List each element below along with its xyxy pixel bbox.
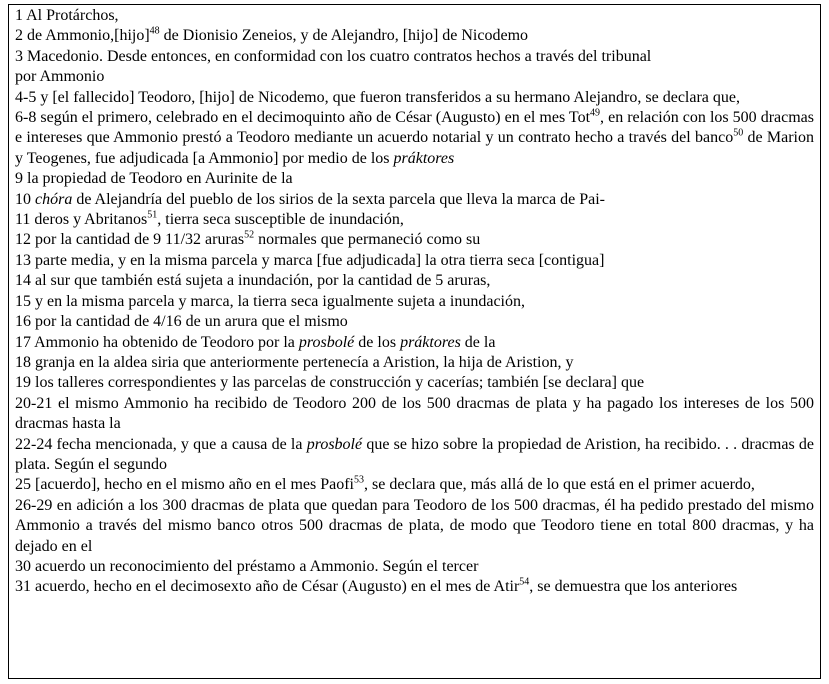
- line-3-cont: por Ammonio: [15, 68, 105, 86]
- line-11: 11 deros y Abritanos$^{51}$, tierra seca susceptible de inundación,: [15, 209, 404, 229]
- line-10: 10 chóra de Alejandría del pueblo de los sirios de la sexta parcela que lleva la marca de Pai-: [15, 190, 606, 208]
- line-9: 9 la propiedad de Teodoro en Aurinite de la: [15, 170, 293, 188]
- line-25: 25 [acuerdo], hecho en el mismo año en el mes Paofi$^{53}$, se declara que, más allá de lo que está en el primer acuerdo,: [15, 475, 755, 494]
- line-2: 2 de Ammonio,[hijo]$^{48}$ de Dionisio Zeneios, y de Alejandro, [hijo] de Nicodemo: [15, 26, 529, 45]
- line-4-5: 4-5 y [el fallecido] Teodoro, [hijo] de Nicodemo, que fueron transferidos a su hermano Alejandro, se declara que,: [15, 88, 740, 106]
- line-31: 31 acuerdo, hecho en el decimosexto año de César (Augusto) en el mes de Atir$^{54}$, se demuestra que los anteriores: [15, 577, 738, 596]
- line-26-29: 26-29 en adición a los 300 dracmas de plata que quedan para Teodoro de los 500 dracmas, él ha pedido prestado del mismo Ammonio a través del mismo banco otros 500 dracmas de plata, de modo que Teodoro tiene en total 800 dracmas, y ha dejado en el: [15, 496, 814, 555]
- line-15: 15 y en la misma parcela y marca, la tierra seca igualmente sujeta a inundación,: [15, 292, 525, 310]
- line-30: 30 acuerdo un reconocimiento del préstamo a Ammonio. Según el tercer: [15, 557, 479, 575]
- document-text-frame: [8, 4, 821, 679]
- line-6-8: 6-8 según el primero, celebrado en el decimoquinto año de César (Augusto) en el mes Tot$^{49}$, en relación con los 500 dracmas e intereses que Ammonio prestó a Teodoro mediante un acuerdo notarial y un contrato hecho a través del banco$^{50}$ de Marion y Teogenes, fue adjudicada [a Ammonio] por medio de los práktores: [15, 107, 815, 167]
- line-19: 19 los talleres correspondientes y las parcelas de construcción y cacerías; también [se declara] que: [15, 374, 645, 392]
- line-14: 14 al sur que también está sujeta a inundación, por la cantidad de 5 aruras,: [15, 272, 491, 290]
- line-3: 3 Macedonio. Desde entonces, en conformidad con los cuatro contratos hechos a través del tribunal: [15, 47, 652, 65]
- line-13: 13 parte media, y en la misma parcela y marca [fue adjudicada] la otra tierra seca [contigua]: [15, 251, 605, 269]
- line-12: 12 por la cantidad de 9 11/32 aruras$^{52}$ normales que permaneció como su: [15, 230, 481, 249]
- line-16: 16 por la cantidad de 4/16 de un arura que el mismo: [15, 313, 348, 331]
- line-18: 18 granja en la aldea siria que anteriormente pertenecía a Aristion, la hija de Aristion, y: [15, 353, 574, 371]
- line-1: 1 Al Protárchos,: [15, 7, 119, 24]
- line-17: 17 Ammonio ha obtenido de Teodoro por la prosbolé de los práktores de la: [15, 333, 496, 351]
- line-22-24: 22-24 fecha mencionada, y que a causa de la prosbolé que se hizo sobre la propiedad de Aristion, ha recibido. . . dracmas de plata. Según el segundo: [15, 435, 815, 473]
- line-20-21: 20-21 el mismo Ammonio ha recibido de Teodoro 200 de los 500 dracmas de plata y ha pagado los intereses de los 500 dracmas hasta la: [15, 394, 814, 433]
